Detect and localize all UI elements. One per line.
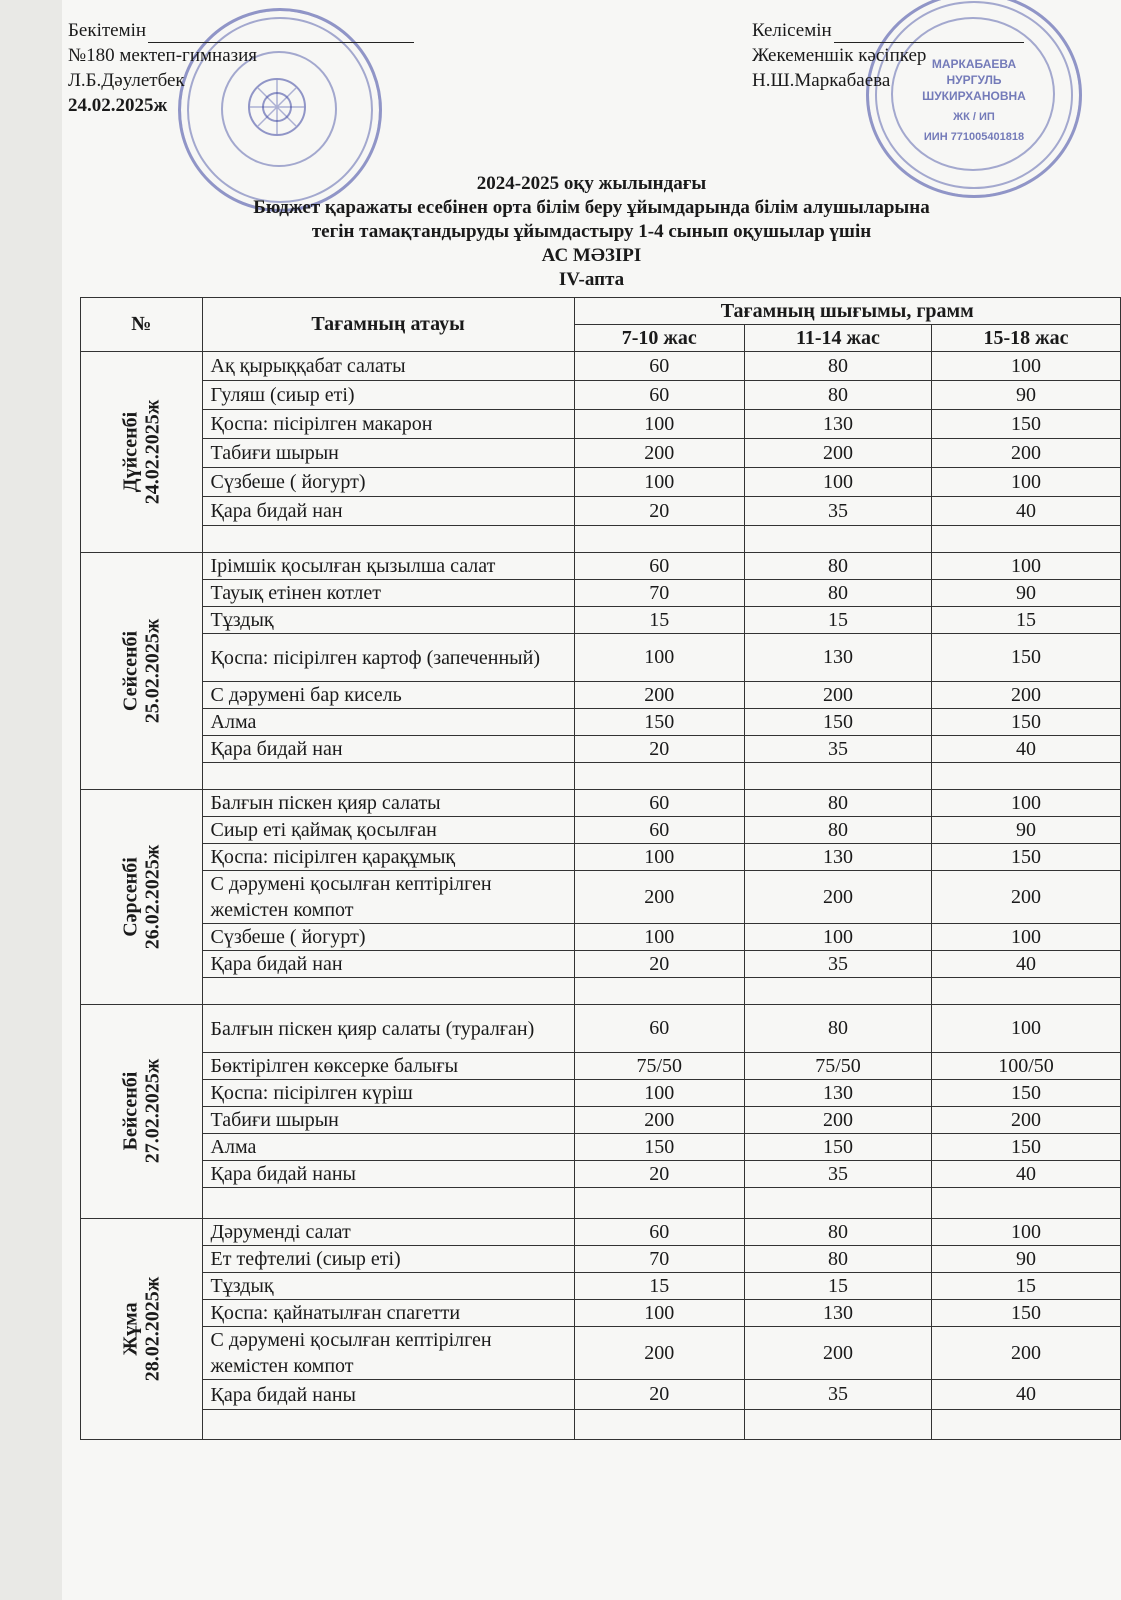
menu-row <box>81 497 1121 526</box>
menu-row <box>81 468 1121 497</box>
value-age-7-10: 20 <box>574 951 744 978</box>
menu-row <box>81 1273 1121 1300</box>
dish-name: Қоспа: пісірілген қарақұмық <box>202 844 574 871</box>
value-age-15-18: 150 <box>931 844 1120 871</box>
dish-name: Ірімшік қосылған қызылша салат <box>202 553 574 580</box>
value-age-11-14 <box>745 763 932 790</box>
document-title <box>62 172 1121 292</box>
approval-block <box>68 18 414 118</box>
menu-row <box>81 1188 1121 1219</box>
day-name: Жұма <box>119 1301 142 1356</box>
menu-row <box>81 844 1121 871</box>
value-age-15-18: 100 <box>931 1005 1120 1053</box>
approve-person: Л.Б.Дәулетбек <box>68 70 185 91</box>
dish-name <box>202 978 574 1005</box>
value-age-15-18: 200 <box>931 871 1120 924</box>
dish-name: Гуляш (сиыр еті) <box>202 381 574 410</box>
value-age-7-10: 200 <box>574 871 744 924</box>
dish-name: Қоспа: пісірілген картоф (запеченный) <box>202 634 574 682</box>
menu-row <box>81 634 1121 682</box>
value-age-7-10: 100 <box>574 1080 744 1107</box>
value-age-7-10 <box>574 763 744 790</box>
header-age-15-18: 15-18 жас <box>931 325 1120 352</box>
value-age-15-18 <box>931 1410 1120 1440</box>
binder-margin <box>0 0 62 1600</box>
dish-name: Қара бидай наны <box>202 1161 574 1188</box>
value-age-15-18: 90 <box>931 1246 1120 1273</box>
menu-row <box>81 924 1121 951</box>
value-age-11-14: 100 <box>745 468 932 497</box>
dish-name <box>202 1410 574 1440</box>
signature-line <box>148 22 414 43</box>
menu-row <box>81 1300 1121 1327</box>
value-age-15-18: 150 <box>931 634 1120 682</box>
value-age-15-18: 15 <box>931 607 1120 634</box>
value-age-15-18: 100 <box>931 352 1120 381</box>
value-age-11-14: 130 <box>745 410 932 439</box>
value-age-7-10: 75/50 <box>574 1053 744 1080</box>
value-age-15-18: 200 <box>931 682 1120 709</box>
menu-row <box>81 871 1121 924</box>
menu-row <box>81 1246 1121 1273</box>
menu-row <box>81 580 1121 607</box>
seal-type: ЖК / ИП <box>953 111 995 123</box>
value-age-11-14: 80 <box>745 817 932 844</box>
value-age-15-18 <box>931 526 1120 553</box>
value-age-11-14: 150 <box>745 1134 932 1161</box>
value-age-11-14: 100 <box>745 924 932 951</box>
menu-row <box>81 978 1121 1005</box>
menu-body <box>81 352 1121 1440</box>
value-age-7-10: 20 <box>574 497 744 526</box>
day-name: Сәрсенбі <box>119 856 142 937</box>
value-age-11-14: 130 <box>745 844 932 871</box>
value-age-11-14: 80 <box>745 580 932 607</box>
menu-row <box>81 553 1121 580</box>
value-age-11-14: 130 <box>745 1300 932 1327</box>
value-age-7-10: 15 <box>574 1273 744 1300</box>
day-date: 24.02.2025ж <box>141 399 164 504</box>
value-age-15-18: 40 <box>931 1161 1120 1188</box>
value-age-15-18 <box>931 978 1120 1005</box>
approve-date: 24.02.2025ж <box>68 95 168 116</box>
value-age-11-14: 200 <box>745 1107 932 1134</box>
menu-row <box>81 951 1121 978</box>
title-line-2: Бюджет қаражаты есебінен орта білім беру ұйымдарында білім алушыларына <box>253 197 930 218</box>
dish-name: Балғын піскен қияр салаты <box>202 790 574 817</box>
dish-name: Қоспа: қайнатылған спагетти <box>202 1300 574 1327</box>
value-age-11-14: 150 <box>745 709 932 736</box>
value-age-7-10: 15 <box>574 607 744 634</box>
value-age-15-18: 100/50 <box>931 1053 1120 1080</box>
dish-name: Сүзбеше ( йогурт) <box>202 468 574 497</box>
agree-label: Келісемін <box>752 20 832 41</box>
menu-row <box>81 410 1121 439</box>
value-age-11-14 <box>745 526 932 553</box>
agreement-block <box>752 18 1024 93</box>
menu-row <box>81 1219 1121 1246</box>
value-age-11-14: 35 <box>745 1380 932 1410</box>
value-age-7-10 <box>574 1188 744 1219</box>
dish-name: Дәруменді салат <box>202 1219 574 1246</box>
day-name: Бейсенбі <box>119 1071 142 1151</box>
signature-line <box>834 22 1024 43</box>
menu-row <box>81 381 1121 410</box>
value-age-11-14: 80 <box>745 352 932 381</box>
value-age-15-18: 100 <box>931 468 1120 497</box>
dish-name: Қара бидай наны <box>202 1380 574 1410</box>
value-age-11-14: 200 <box>745 1327 932 1380</box>
value-age-11-14: 200 <box>745 682 932 709</box>
menu-row <box>81 1005 1121 1053</box>
value-age-15-18: 40 <box>931 736 1120 763</box>
day-cell <box>81 1219 203 1440</box>
value-age-15-18: 150 <box>931 410 1120 439</box>
value-age-7-10: 60 <box>574 817 744 844</box>
dish-name: Тауық етінен котлет <box>202 580 574 607</box>
value-age-15-18: 40 <box>931 497 1120 526</box>
value-age-11-14: 35 <box>745 736 932 763</box>
day-cell <box>81 1005 203 1219</box>
value-age-15-18: 90 <box>931 817 1120 844</box>
value-age-15-18: 40 <box>931 1380 1120 1410</box>
seal-iin: ИИН 771005401818 <box>923 131 1025 143</box>
dish-name: Қара бидай нан <box>202 951 574 978</box>
menu-row <box>81 526 1121 553</box>
value-age-7-10: 20 <box>574 736 744 763</box>
menu-row <box>81 1134 1121 1161</box>
title-line-4: АС МӘЗІРІ <box>541 245 642 266</box>
dish-name <box>202 763 574 790</box>
menu-row <box>81 607 1121 634</box>
day-name: Дүйсенбі <box>119 411 142 492</box>
value-age-15-18: 200 <box>931 1107 1120 1134</box>
value-age-7-10: 70 <box>574 580 744 607</box>
value-age-11-14: 80 <box>745 1219 932 1246</box>
day-name: Сейсенбі <box>119 630 142 711</box>
dish-name: Табиғи шырын <box>202 1107 574 1134</box>
menu-row <box>81 736 1121 763</box>
agree-person: Н.Ш.Маркабаева <box>752 70 891 91</box>
value-age-11-14 <box>745 1188 932 1219</box>
header-yield: Тағамның шығымы, грамм <box>574 298 1120 325</box>
value-age-7-10: 150 <box>574 709 744 736</box>
day-cell <box>81 553 203 790</box>
day-date: 27.02.2025ж <box>141 1058 164 1164</box>
value-age-11-14: 75/50 <box>745 1053 932 1080</box>
week-label: IV-апта <box>558 269 625 290</box>
value-age-7-10 <box>574 526 744 553</box>
dish-name: Алма <box>202 709 574 736</box>
title-line-1: 2024-2025 оқу жылындағы <box>476 173 707 194</box>
value-age-15-18: 150 <box>931 1300 1120 1327</box>
value-age-11-14: 35 <box>745 497 932 526</box>
value-age-11-14: 35 <box>745 951 932 978</box>
dish-name: С дәрумені қосылған кептірілген жемістен компот <box>202 1327 574 1380</box>
value-age-15-18: 100 <box>931 924 1120 951</box>
value-age-7-10: 100 <box>574 468 744 497</box>
dish-name <box>202 1188 574 1219</box>
value-age-11-14: 35 <box>745 1161 932 1188</box>
dish-name: Ет тефтелиі (сиыр еті) <box>202 1246 574 1273</box>
dish-name: Тұздық <box>202 607 574 634</box>
day-cell <box>81 790 203 1005</box>
dish-name: Қара бидай нан <box>202 497 574 526</box>
value-age-11-14 <box>745 1410 932 1440</box>
value-age-7-10 <box>574 978 744 1005</box>
value-age-11-14: 130 <box>745 634 932 682</box>
header-age-11-14: 11-14 жас <box>745 325 932 352</box>
menu-row <box>81 709 1121 736</box>
value-age-15-18 <box>931 763 1120 790</box>
value-age-11-14: 200 <box>745 439 932 468</box>
menu-row <box>81 1380 1121 1410</box>
menu-row <box>81 790 1121 817</box>
value-age-7-10: 100 <box>574 924 744 951</box>
value-age-7-10: 200 <box>574 439 744 468</box>
value-age-11-14: 80 <box>745 1005 932 1053</box>
value-age-15-18: 90 <box>931 381 1120 410</box>
value-age-7-10: 200 <box>574 682 744 709</box>
dish-name: Қоспа: пісірілген макарон <box>202 410 574 439</box>
dish-name: Тұздық <box>202 1273 574 1300</box>
header-age-7-10: 7-10 жас <box>574 325 744 352</box>
value-age-7-10: 200 <box>574 1107 744 1134</box>
value-age-7-10: 60 <box>574 381 744 410</box>
value-age-7-10 <box>574 1410 744 1440</box>
header-number: № <box>81 298 203 352</box>
dish-name: Сиыр еті қаймақ қосылған <box>202 817 574 844</box>
value-age-15-18: 150 <box>931 709 1120 736</box>
dish-name: Сүзбеше ( йогурт) <box>202 924 574 951</box>
value-age-7-10: 60 <box>574 553 744 580</box>
value-age-11-14: 80 <box>745 790 932 817</box>
menu-row <box>81 682 1121 709</box>
value-age-15-18: 150 <box>931 1080 1120 1107</box>
dish-name: Ақ қырыққабат салаты <box>202 352 574 381</box>
value-age-7-10: 70 <box>574 1246 744 1273</box>
value-age-15-18: 90 <box>931 580 1120 607</box>
value-age-15-18: 15 <box>931 1273 1120 1300</box>
approve-label: Бекітемін <box>68 20 147 41</box>
value-age-11-14: 130 <box>745 1080 932 1107</box>
value-age-11-14 <box>745 978 932 1005</box>
title-line-3: тегін тамақтандыруды ұйымдастыру 1-4 сынып оқушылар үшін <box>311 221 872 242</box>
value-age-7-10: 20 <box>574 1161 744 1188</box>
value-age-7-10: 20 <box>574 1380 744 1410</box>
dish-name: Балғын піскен қияр салаты (туралған) <box>202 1005 574 1053</box>
menu-row <box>81 1107 1121 1134</box>
value-age-7-10: 60 <box>574 1219 744 1246</box>
dish-name: Қара бидай нан <box>202 736 574 763</box>
menu-row <box>81 1410 1121 1440</box>
value-age-7-10: 100 <box>574 410 744 439</box>
value-age-11-14: 80 <box>745 1246 932 1273</box>
menu-table <box>80 297 1121 1440</box>
menu-row <box>81 439 1121 468</box>
value-age-11-14: 80 <box>745 553 932 580</box>
dish-name: Табиғи шырын <box>202 439 574 468</box>
menu-row <box>81 1053 1121 1080</box>
dish-name: Бөктірілген көксерке балығы <box>202 1053 574 1080</box>
value-age-15-18: 100 <box>931 553 1120 580</box>
seal-name-1: МАРКАБАЕВА <box>931 57 1017 71</box>
day-date: 26.02.2025ж <box>141 844 164 949</box>
dish-name <box>202 526 574 553</box>
value-age-15-18: 100 <box>931 790 1120 817</box>
value-age-15-18: 40 <box>931 951 1120 978</box>
header-dish-name: Тағамның атауы <box>202 298 574 352</box>
value-age-7-10: 100 <box>574 1300 744 1327</box>
menu-row <box>81 763 1121 790</box>
value-age-15-18: 100 <box>931 1219 1120 1246</box>
value-age-15-18: 200 <box>931 1327 1120 1380</box>
menu-row <box>81 1327 1121 1380</box>
day-cell <box>81 352 203 553</box>
menu-row <box>81 1161 1121 1188</box>
value-age-11-14: 80 <box>745 381 932 410</box>
value-age-7-10: 60 <box>574 790 744 817</box>
day-date: 28.02.2025ж <box>141 1276 164 1381</box>
value-age-7-10: 60 <box>574 1005 744 1053</box>
value-age-11-14: 15 <box>745 607 932 634</box>
value-age-11-14: 200 <box>745 871 932 924</box>
value-age-7-10: 100 <box>574 844 744 871</box>
dish-name: С дәрумені бар кисель <box>202 682 574 709</box>
value-age-15-18: 150 <box>931 1134 1120 1161</box>
menu-row <box>81 817 1121 844</box>
value-age-7-10: 200 <box>574 1327 744 1380</box>
seal-name-2: НУРГУЛЬ <box>946 73 1002 87</box>
agree-role: Жекеменшік кәсіпкер <box>752 45 927 66</box>
dish-name: С дәрумені қосылған кептірілген жемістен компот <box>202 871 574 924</box>
dish-name: Алма <box>202 1134 574 1161</box>
value-age-7-10: 100 <box>574 634 744 682</box>
dish-name: Қоспа: пісірілген күріш <box>202 1080 574 1107</box>
day-date: 25.02.2025ж <box>141 618 164 723</box>
menu-row <box>81 352 1121 381</box>
value-age-7-10: 150 <box>574 1134 744 1161</box>
menu-row <box>81 1080 1121 1107</box>
seal-name-3: ШУКИРХАНОВНА <box>922 89 1026 103</box>
approve-org: №180 мектеп-гимназия <box>68 45 258 66</box>
value-age-15-18 <box>931 1188 1120 1219</box>
value-age-15-18: 200 <box>931 439 1120 468</box>
value-age-11-14: 15 <box>745 1273 932 1300</box>
value-age-7-10: 60 <box>574 352 744 381</box>
